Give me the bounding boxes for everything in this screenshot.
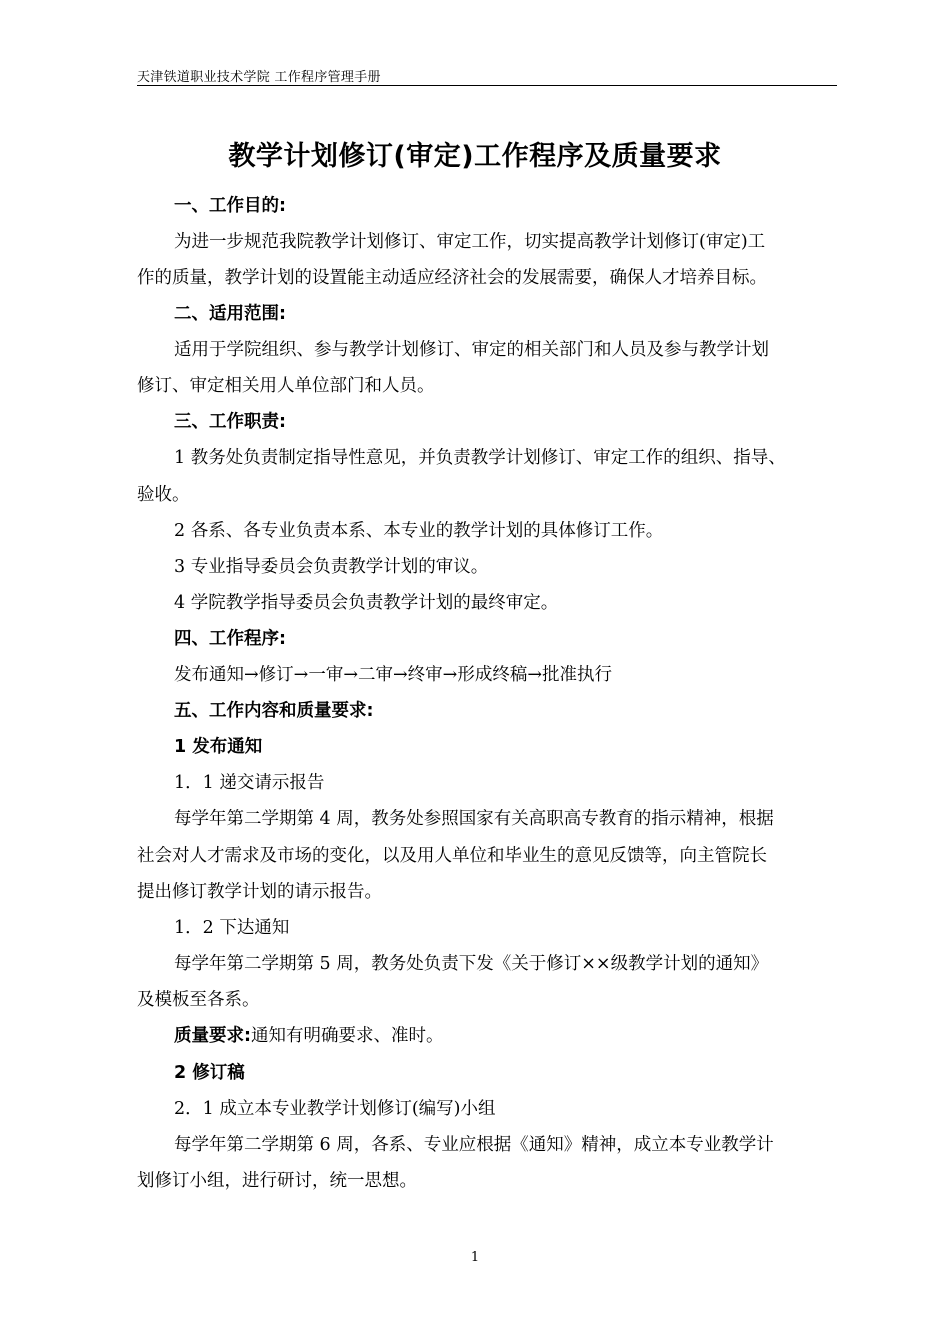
paragraph-line: 每学年第二学期第 6 周，各系、专业应根据《通知》精神，成立本专业教学计 xyxy=(174,1135,774,1155)
paragraph-line: 修订、审定相关用人单位部门和人员。 xyxy=(137,376,435,396)
subsubsection-heading: 1．2 下达通知 xyxy=(174,918,290,938)
paragraph-line: 每学年第二学期第 4 周，教务处参照国家有关高职高专教育的指示精神，根据 xyxy=(174,809,774,829)
paragraph-line: 社会对人才需求及市场的变化，以及用人单位和毕业生的意见反馈等，向主管院长 xyxy=(137,846,767,866)
list-item-continuation: 验收。 xyxy=(137,485,190,505)
quality-requirement xyxy=(174,1025,884,1047)
running-header: 天津铁道职业技术学院 工作程序管理手册 xyxy=(137,70,381,85)
quality-label: 质量要求: xyxy=(174,1026,251,1046)
list-item: 2 各系、各专业负责本系、本专业的教学计划的具体修订工作。 xyxy=(174,521,664,541)
section-heading-scope: 二、适用范围: xyxy=(174,304,286,324)
subsection-heading: 1 发布通知 xyxy=(174,737,263,757)
section-heading-procedure: 四、工作程序: xyxy=(174,629,286,649)
list-item: 3 专业指导委员会负责教学计划的审议。 xyxy=(174,557,489,577)
paragraph-line: 作的质量，教学计划的设置能主动适应经济社会的发展需要，确保人才培养目标。 xyxy=(137,268,767,288)
list-item: 1 教务处负责制定指导性意见，并负责教学计划修订、审定工作的组织、指导、 xyxy=(174,448,786,468)
section-heading-purpose: 一、工作目的: xyxy=(174,196,286,216)
quality-text: 通知有明确要求、准时。 xyxy=(251,1026,444,1046)
subsection-heading: 2 修订稿 xyxy=(174,1063,245,1083)
list-item: 4 学院教学指导委员会负责教学计划的最终审定。 xyxy=(174,593,559,613)
procedure-flow: 发布通知→修订→一审→二审→终审→形成终稿→批准执行 xyxy=(174,665,612,685)
paragraph-line: 提出修订教学计划的请示报告。 xyxy=(137,882,382,902)
header-divider xyxy=(137,85,837,86)
paragraph-line: 每学年第二学期第 5 周，教务处负责下发《关于修订××级教学计划的通知》 xyxy=(174,954,769,974)
section-heading-duties: 三、工作职责: xyxy=(174,412,286,432)
subsubsection-heading: 2．1 成立本专业教学计划修订(编写)小组 xyxy=(174,1099,496,1119)
page-number: 1 xyxy=(470,1250,480,1265)
paragraph-line: 适用于学院组织、参与教学计划修订、审定的相关部门和人员及参与教学计划 xyxy=(174,340,769,360)
subsubsection-heading: 1．1 递交请示报告 xyxy=(174,773,325,793)
paragraph-line: 为进一步规范我院教学计划修订、审定工作，切实提高教学计划修订(审定)工 xyxy=(174,232,766,252)
section-heading-content-quality: 五、工作内容和质量要求: xyxy=(174,701,374,721)
paragraph-line: 划修订小组，进行研讨，统一思想。 xyxy=(137,1171,417,1191)
paragraph-line: 及模板至各系。 xyxy=(137,990,260,1010)
document-title: 教学计划修订(审定)工作程序及质量要求 xyxy=(228,141,722,172)
